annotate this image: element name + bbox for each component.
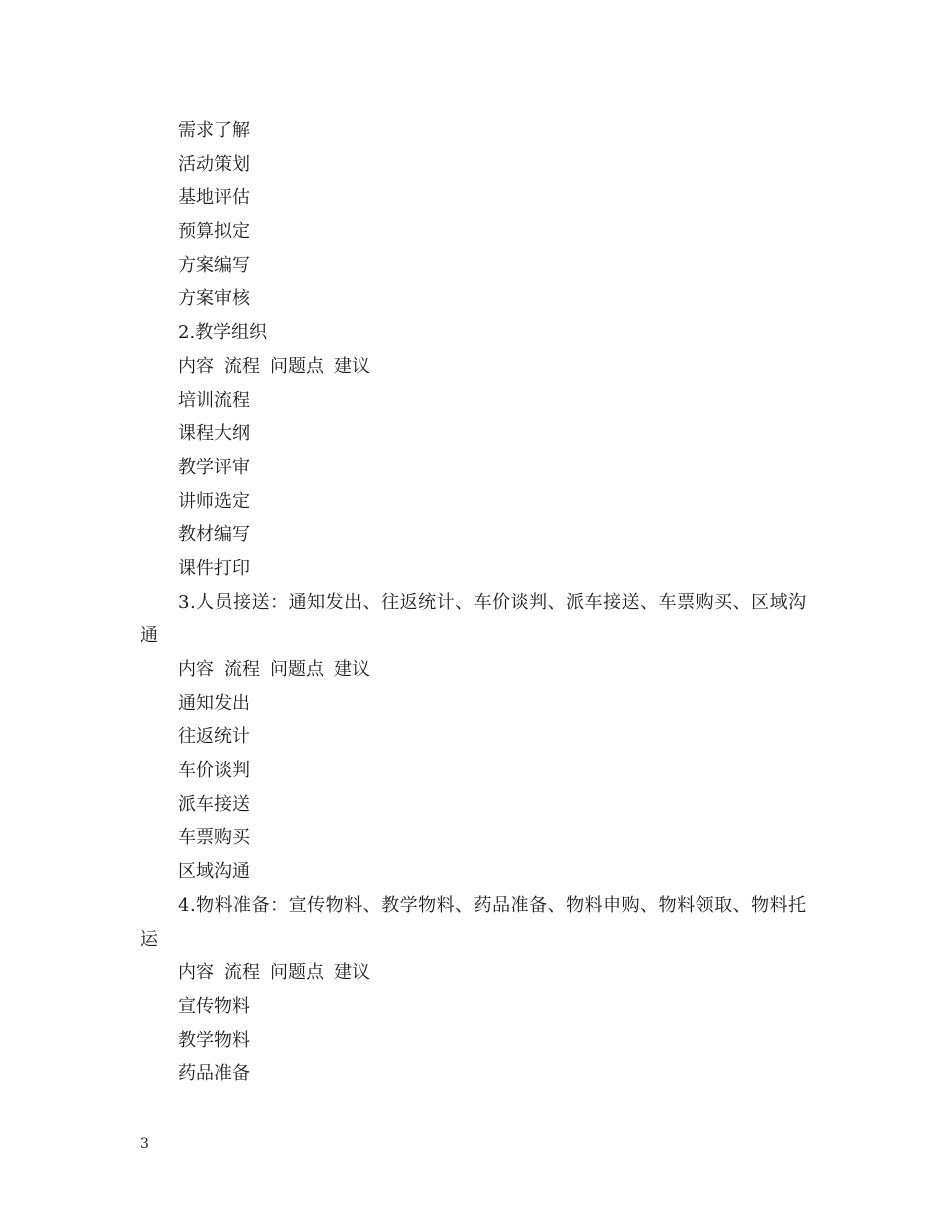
column-header: 内容 xyxy=(178,659,214,681)
column-header: 问题点 xyxy=(270,962,324,984)
column-header: 建议 xyxy=(334,962,370,984)
list-item: 培训流程 xyxy=(178,389,250,411)
list-item: 课件打印 xyxy=(178,557,250,579)
list-item: 预算拟定 xyxy=(178,221,250,243)
list-item: 药品准备 xyxy=(178,1063,250,1085)
list-item: 车票购买 xyxy=(178,827,250,849)
list-item: 方案审核 xyxy=(178,288,250,310)
column-headers xyxy=(140,653,815,687)
section-heading: 2.教学组织 xyxy=(178,322,268,344)
section-heading: 4.物料准备：宣传物料、教学物料、药品准备、物料申购、物料领取、物料托运 xyxy=(140,894,807,950)
column-header: 建议 xyxy=(334,659,370,681)
list-item: 车价谈判 xyxy=(178,760,250,782)
column-header: 建议 xyxy=(334,355,370,377)
list-item: 课程大纲 xyxy=(178,423,250,445)
column-header: 内容 xyxy=(178,962,214,984)
column-header: 流程 xyxy=(224,962,260,984)
list-item: 基地评估 xyxy=(178,187,250,209)
column-headers xyxy=(140,350,815,384)
column-header: 流程 xyxy=(224,659,260,681)
list-item: 宣传物料 xyxy=(178,995,250,1017)
list-item: 区域沟通 xyxy=(178,861,250,883)
list-item: 通知发出 xyxy=(178,692,250,714)
list-item: 派车接送 xyxy=(178,793,250,815)
list-item: 教学物料 xyxy=(178,1029,250,1051)
page-number: 3 xyxy=(140,1136,149,1152)
page-content xyxy=(140,114,815,1091)
column-header: 内容 xyxy=(178,355,214,377)
list-item: 活动策划 xyxy=(178,153,250,175)
list-item: 讲师选定 xyxy=(178,490,250,512)
list-item: 教学评审 xyxy=(178,456,250,478)
list-item: 需求了解 xyxy=(178,120,250,141)
list-item: 教材编写 xyxy=(178,524,250,546)
column-header: 流程 xyxy=(224,355,260,377)
section-heading: 3.人员接送：通知发出、往返统计、车价谈判、派车接送、车票购买、区域沟通 xyxy=(140,591,807,647)
list-item: 往返统计 xyxy=(178,726,250,748)
column-header: 问题点 xyxy=(270,659,324,681)
column-headers xyxy=(140,956,815,990)
column-header: 问题点 xyxy=(270,355,324,377)
list-item: 方案编写 xyxy=(178,254,250,276)
